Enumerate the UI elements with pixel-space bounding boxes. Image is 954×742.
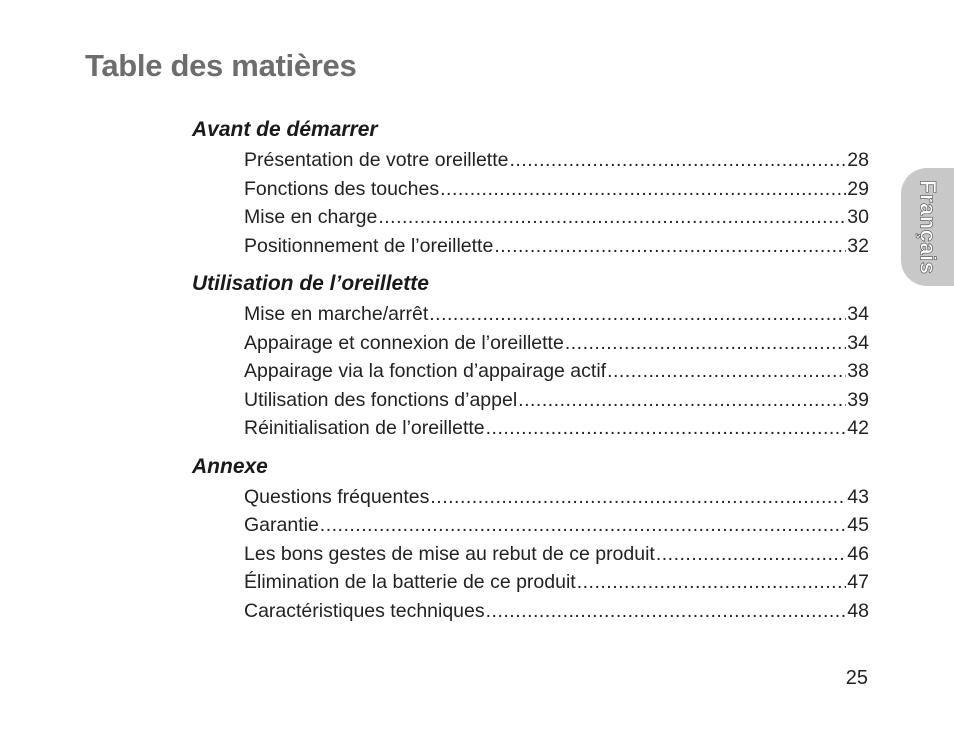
toc-entry-label: Appairage et connexion de l’oreillette xyxy=(244,331,564,354)
toc-entry-page: 42 xyxy=(847,417,869,439)
toc-entry-label: Utilisation des fonctions d’appel xyxy=(244,388,518,411)
table-of-contents xyxy=(192,116,869,625)
page-title: Table des matières xyxy=(85,48,357,83)
toc-entry[interactable] xyxy=(244,203,869,232)
toc-entry-label: Questions fréquentes xyxy=(244,485,430,508)
toc-entry-label: Positionnement de l’oreillette xyxy=(244,234,494,257)
toc-entry-page: 43 xyxy=(847,485,869,508)
section-heading: Annexe xyxy=(192,454,268,478)
language-tab-label: Français xyxy=(915,179,941,275)
toc-entry-page: 28 xyxy=(847,149,869,171)
toc-entry-page: 47 xyxy=(847,571,869,593)
dot-leader xyxy=(429,300,846,328)
page-number: 25 xyxy=(845,667,868,689)
toc-entry-label: Fonctions des touches xyxy=(244,177,440,200)
toc-section-annexe xyxy=(192,453,869,626)
toc-section-avant-de-demarrer xyxy=(192,116,869,260)
dot-leader xyxy=(486,597,847,625)
section-heading: Avant de démarrer xyxy=(192,118,378,141)
toc-entry-label: Caractéristiques techniques xyxy=(244,599,485,622)
dot-leader xyxy=(430,483,846,511)
toc-section-utilisation xyxy=(192,270,869,443)
dot-leader xyxy=(486,414,847,442)
toc-entry[interactable] xyxy=(244,175,869,204)
dot-leader xyxy=(494,232,846,260)
toc-entry[interactable] xyxy=(244,597,869,626)
toc-entry-page: 39 xyxy=(847,388,869,411)
toc-entry[interactable] xyxy=(244,232,869,261)
toc-entry[interactable] xyxy=(244,511,869,540)
toc-entry-label: Mise en marche/arrêt xyxy=(244,303,429,325)
toc-entry-label: Les bons gestes de mise au rebut de ce produit xyxy=(244,542,655,565)
toc-entry-page: 45 xyxy=(847,514,869,536)
toc-entry[interactable] xyxy=(244,414,869,443)
toc-entry[interactable] xyxy=(244,329,869,358)
toc-entry[interactable] xyxy=(244,568,869,597)
toc-entry-page: 34 xyxy=(847,331,869,354)
dot-leader xyxy=(577,568,847,596)
dot-leader xyxy=(510,146,847,174)
toc-entry[interactable] xyxy=(244,540,869,569)
toc-entry-page: 30 xyxy=(847,206,869,228)
toc-entry-page: 29 xyxy=(847,177,869,200)
toc-entry-label: Élimination de la batterie de ce produit xyxy=(244,571,576,593)
toc-entry-page: 38 xyxy=(847,360,869,382)
dot-leader xyxy=(440,175,846,203)
toc-entry-label: Présentation de votre oreillette xyxy=(244,149,509,171)
dot-leader xyxy=(656,540,846,568)
section-heading: Utilisation de l’oreillette xyxy=(192,272,429,295)
language-tab xyxy=(901,168,954,286)
toc-entry-page: 48 xyxy=(847,599,869,622)
toc-entry-page: 34 xyxy=(847,303,869,325)
toc-entry-page: 32 xyxy=(847,234,869,257)
toc-entry[interactable] xyxy=(244,300,869,329)
toc-entry[interactable] xyxy=(244,386,869,415)
dot-leader xyxy=(565,329,846,357)
toc-entry-page: 46 xyxy=(847,542,869,565)
toc-entry-label: Réinitialisation de l’oreillette xyxy=(244,417,485,439)
toc-entry-label: Garantie xyxy=(244,514,319,536)
dot-leader xyxy=(320,511,847,539)
toc-entry[interactable] xyxy=(244,146,869,175)
dot-leader xyxy=(378,203,846,231)
toc-entry[interactable] xyxy=(244,357,869,386)
toc-entry-label: Mise en charge xyxy=(244,206,378,228)
dot-leader xyxy=(607,357,846,385)
toc-entry-label: Appairage via la fonction d’appairage actif xyxy=(244,360,607,382)
dot-leader xyxy=(518,386,846,414)
toc-entry[interactable] xyxy=(244,483,869,512)
